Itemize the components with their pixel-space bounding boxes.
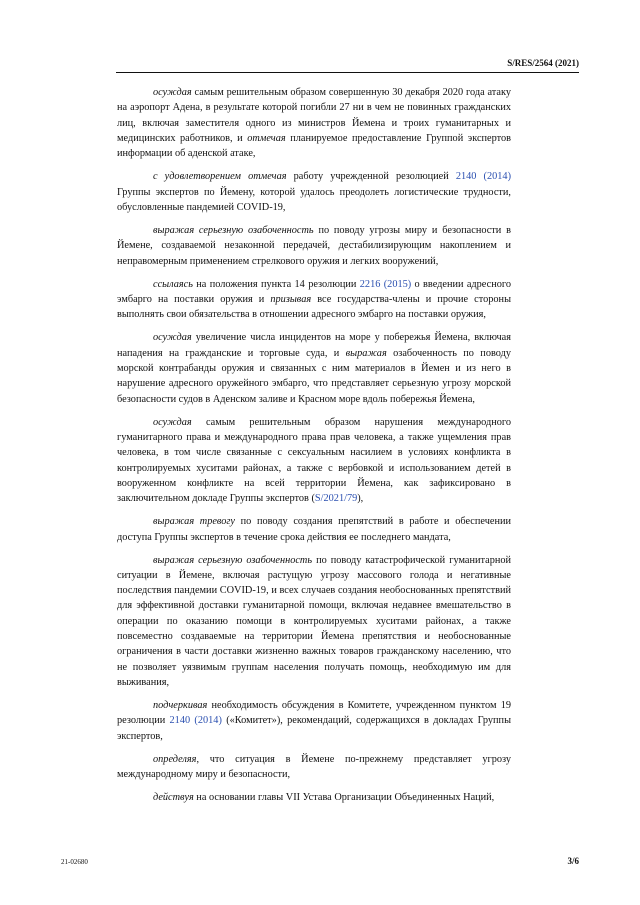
paragraph-text: увеличение числа инцидентов на море у побережья Йемена, включая нападения на гражданские и торговые суда, и: [117, 332, 511, 359]
document-symbol: S/RES/2564 (2021): [507, 58, 579, 68]
paragraph: [117, 698, 511, 744]
paragraph-emphasis: отмечая: [247, 132, 286, 144]
resolution-link[interactable]: 2216 (2015): [359, 278, 412, 290]
paragraph-lead: определяя: [153, 753, 197, 765]
document-body: [117, 85, 511, 813]
paragraph-lead: осуждая: [153, 87, 192, 98]
document-number: 21-02680: [61, 858, 88, 866]
paragraph: [117, 169, 511, 215]
paragraph-text: необходимость обсуждения в Комитете, учрежденном пунктом 19 резолюции: [117, 700, 511, 727]
paragraph-lead: осуждая: [153, 416, 192, 428]
paragraph-text: самым решительным образом совершенную 30 декабря 2020 года атаку на аэропорт Адена, в результате которой погибли 27 ни в чем не повинных гражданских лиц, включая заместителя одного из министров Йемена и троих гуманитарных и медицинских работников, и: [117, 87, 511, 144]
paragraph-lead: ссылаясь: [153, 278, 193, 290]
paragraph: [117, 752, 511, 783]
paragraph-text: о введении адресного эмбарго на поставки оружия и: [117, 278, 511, 305]
paragraph: [117, 85, 511, 161]
paragraph: [117, 415, 511, 507]
paragraph-text: работу учрежденной резолюцией: [286, 171, 456, 183]
paragraph-text: , что ситуация в Йемене по-прежнему представляет угрозу международному миру и безопасности,: [117, 753, 511, 781]
paragraph-text: на положения пункта 14 резолюции: [192, 278, 360, 290]
paragraph: [117, 330, 511, 406]
paragraph: [117, 223, 511, 269]
paragraph-lead: с удовлетворением отмечая: [153, 171, 287, 183]
paragraph-text: самым решительным образом нарушения международного гуманитарного права и международного права прав человека, а также ущемления прав человека, в том числе связанные с сексуальным насилием в условиях конфликта в контролируемых хуситами районах, а также с вербовкой и использованием детей в вооруженном конфликте на всей территории Йемена, как зафиксировано в заключительном докладе Группы экспертов (: [117, 416, 511, 505]
paragraph-text: ),: [357, 493, 364, 505]
resolution-link[interactable]: 2140 (2014): [455, 171, 512, 183]
paragraph-emphasis: призывая: [270, 293, 312, 305]
paragraph-text: на основании главы VII Устава Организации Объединенных Наций,: [193, 792, 495, 804]
paragraph-lead: выражая серьезную озабоченность: [153, 554, 313, 566]
paragraph-text: планируемое предоставление Группой экспертов информации об аденской атаке,: [117, 132, 511, 160]
paragraph-text: («Комитет»), рекомендаций, содержащихся в докладах Группы экспертов,: [117, 715, 511, 742]
paragraph-lead: выражая серьезную озабоченность: [153, 224, 314, 236]
paragraph-text: по поводу угрозы миру и безопасности в Йемене, создаваемой незаконной передачей, дестабилизирующим накоплением и неправомерным применением стрелкового оружия и легких вооружений,: [117, 224, 511, 267]
paragraph: [117, 553, 511, 691]
paragraph-lead: осуждая: [153, 332, 192, 344]
resolution-link[interactable]: 2140 (2014): [169, 715, 222, 727]
report-link[interactable]: S/2021/79: [314, 493, 358, 505]
paragraph-lead: действуя: [153, 792, 194, 804]
paragraph-lead: подчеркивая: [153, 700, 208, 712]
header-divider: [116, 72, 579, 73]
paragraph: [117, 514, 511, 545]
paragraph-text: озабоченность по поводу морской контрабанды оружия и связанных с ним материалов в Йемен и из него в нарушение адресного оружейного эмбарго, что представляет серьезную угрозу морской безопасности судов в Аденском заливе и Красном море вдоль побережья Йемена,: [117, 347, 511, 405]
paragraph-text: по поводу катастрофической гуманитарной ситуации в Йемене, включая растущую угрозу массового голода и негативные последствия пандемии COVID-19, и всех случаев создания необоснованных препятствий для эффективной доставки гуманитарной помощи, включая недавнее вмешательство в операции по оказанию помощи в контролируемых хуситами районах, а также повсеместно создаваемые на территории Йемена препятствия и необоснованные ограничения в части доставки жизненно важных товаров гражданскому населению, что не позволяет уязвимым группам населения получать помощь, необходимую им для выживания,: [117, 554, 512, 688]
paragraph-emphasis: выражая: [345, 347, 387, 359]
page-number: 3/6: [567, 856, 579, 866]
paragraph-text: по поводу создания препятствий в работе и обеспечении доступа Группы экспертов в течение срока действия ее последнего мандата,: [117, 516, 511, 543]
paragraph-lead: выражая тревогу: [153, 516, 235, 528]
paragraph-text: Группы экспертов по Йемену, которой удалось преодолеть логистические трудности, обусловленные пандемией COVID-19,: [117, 186, 511, 213]
paragraph: [117, 790, 511, 805]
paragraph: [117, 277, 511, 323]
paragraph-text: все государства-члены и прочие стороны выполнять свои обязательства в отношении адресного эмбарго на поставки оружия,: [117, 293, 511, 321]
